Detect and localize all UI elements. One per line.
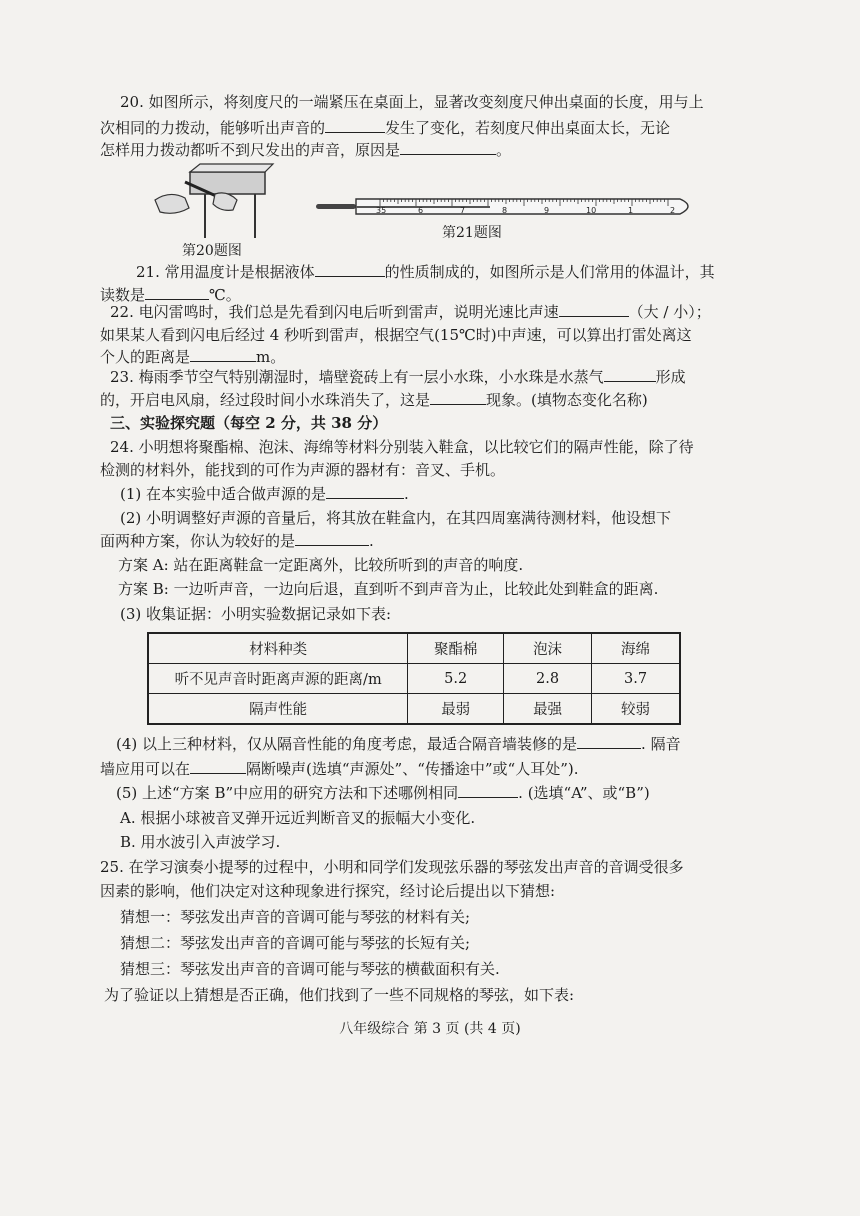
q24-line1: 24. 小明想将聚酯棉、泡沫、海绵等材料分别装入鞋盒，以比较它们的隔声性能，除了待 <box>110 438 694 456</box>
table-header-cell: 泡沫 <box>504 633 592 664</box>
q20-line1: 20. 如图所示，将刻度尺的一端紧压在桌面上，显著改变刻度尺伸出桌面的长度，用与上 <box>120 93 704 111</box>
q24-part5: (5) 上述“方案 B”中应用的研究方法和下述哪例相同 . (选填“A”、或“B”) <box>116 784 650 802</box>
q25-guess3: 猜想三：琴弦发出声音的音调可能与琴弦的横截面积有关. <box>120 960 500 978</box>
q22-blank1[interactable] <box>559 302 629 317</box>
thermometer-scale-label: 2 <box>670 206 676 215</box>
q22-line1: 22. 电闪雷鸣时，我们总是先看到闪电后听到雷声，说明光速比声速 （大 / 小）； <box>110 303 711 321</box>
table-cell: 最弱 <box>408 694 504 725</box>
thermometer-figure <box>310 190 700 224</box>
q20-figure <box>145 160 275 242</box>
thermometer-scale-label: 1 <box>628 206 634 215</box>
q20-line2: 次相同的力拨动，能够听出声音的 发生了变化，若刻度尺伸出桌面太长，无论 <box>100 119 671 137</box>
q24-part1: (1) 在本实验中适合做声源的是 . <box>120 485 409 503</box>
table-cell: 5.2 <box>408 664 504 694</box>
q24-part2-line2: 面两种方案，你认为较好的是 . <box>100 532 374 550</box>
thermometer-scale-label: 35 <box>376 206 387 215</box>
q25-last-line: 为了验证以上猜想是否正确，他们找到了一些不同规格的琴弦，如下表: <box>104 986 575 1004</box>
q24-line2: 检测的材料外，能找到的可作为声源的器材有：音叉、手机。 <box>100 461 506 479</box>
q25-guess1: 猜想一：琴弦发出声音的音调可能与琴弦的材料有关; <box>120 908 471 926</box>
q24-data-table <box>147 632 681 725</box>
table-header-cell: 材料种类 <box>148 633 408 664</box>
q24-part4-line1: (4) 以上三种材料，仅从隔音性能的角度考虑，最适合隔音墙装修的是 . 隔音 <box>116 735 681 753</box>
q24-plan-a: 方案 A: 站在距离鞋盒一定距离外，比较所听到的声音的响度. <box>118 556 524 574</box>
q25-line2: 因素的影响，他们决定对这种现象进行探究，经讨论后提出以下猜想: <box>100 882 556 900</box>
page-footer: 八年级综合 第 3 页 (共 4 页) <box>339 1021 521 1037</box>
table-row <box>148 633 680 664</box>
q20-figure-caption: 第20题图 <box>182 243 242 259</box>
table-cell: 最强 <box>504 694 592 725</box>
table-cell: 2.8 <box>504 664 592 694</box>
thermometer-scale-label: 6 <box>418 206 424 215</box>
q24-blank3[interactable] <box>577 734 641 749</box>
q24-part4-line2: 墙应用可以在 隔断噪声(选填“声源处”、“传播途中”或“人耳处”). <box>100 760 579 778</box>
q25-guess2: 猜想二：琴弦发出声音的音调可能与琴弦的长短有关; <box>120 934 471 952</box>
thermometer-scale-label: 9 <box>544 206 550 215</box>
q24-part3: (3) 收集证据：小明实验数据记录如下表: <box>120 605 392 623</box>
q25-line1: 25. 在学习演奏小提琴的过程中，小明和同学们发现弦乐器的琴弦发出声音的音调受很多 <box>100 858 684 876</box>
q24-option-a: A. 根据小球被音叉弹开远近判断音叉的振幅大小变化. <box>120 809 476 827</box>
q22-blank2[interactable] <box>190 347 256 362</box>
q23-blank1[interactable] <box>604 367 656 382</box>
q22-line3: 个人的距离是 m。 <box>100 348 286 366</box>
q23-line1: 23. 梅雨季节空气特别潮湿时，墙壁瓷砖上有一层小水珠，小水珠是水蒸气 形成 <box>110 368 686 386</box>
table-cell: 3.7 <box>592 664 680 694</box>
q24-plan-b: 方案 B: 一边听声音，一边向后退，直到听不到声音为止，比较此处到鞋盒的距离. <box>118 580 659 598</box>
q23-blank2[interactable] <box>430 390 486 405</box>
q20-blank2[interactable] <box>400 140 496 155</box>
thermometer-scale-label: 7 <box>460 206 466 215</box>
table-cell: 听不见声音时距离声源的距离/m <box>148 664 408 694</box>
table-cell: 隔声性能 <box>148 694 408 725</box>
q21-figure-caption: 第21题图 <box>442 225 502 241</box>
table-header-cell: 聚酯棉 <box>408 633 504 664</box>
q20-blank1[interactable] <box>325 118 385 133</box>
q21-blank2[interactable] <box>145 285 209 300</box>
q24-part2-line1: (2) 小明调整好声源的音量后，将其放在鞋盒内，在其四周塞满待测材料，他设想下 <box>120 509 672 527</box>
table-header-cell: 海绵 <box>592 633 680 664</box>
q23-line2: 的，开启电风扇，经过段时间小水珠消失了，这是 现象。(填物态变化名称) <box>100 391 648 409</box>
thermometer-scale-label: 8 <box>502 206 508 215</box>
q21-line2: 读数是 ℃。 <box>100 286 241 304</box>
section-3-heading: 三、实验探究题（每空 2 分，共 38 分） <box>110 414 388 432</box>
q24-blank2[interactable] <box>295 531 369 546</box>
q20-line3: 怎样用力拨动都听不到尺发出的声音，原因是 。 <box>100 141 512 159</box>
q22-line2: 如果某人看到闪电后经过 4 秒听到雷声，根据空气(15℃时)中声速，可以算出打雷处离这 <box>100 326 692 344</box>
q21-blank1[interactable] <box>315 262 385 277</box>
q21-line1: 21. 常用温度计是根据液体 的性质制成的，如图所示是人们常用的体温计，其 <box>136 263 715 281</box>
table-cell: 较弱 <box>592 694 680 725</box>
q24-blank1[interactable] <box>326 484 404 499</box>
table-row <box>148 694 680 725</box>
table-row <box>148 664 680 694</box>
q24-blank5[interactable] <box>458 783 518 798</box>
q24-option-b: B. 用水波引入声波学习. <box>120 833 281 851</box>
q24-blank4[interactable] <box>190 759 246 774</box>
thermometer-scale-label: 10 <box>586 206 597 215</box>
